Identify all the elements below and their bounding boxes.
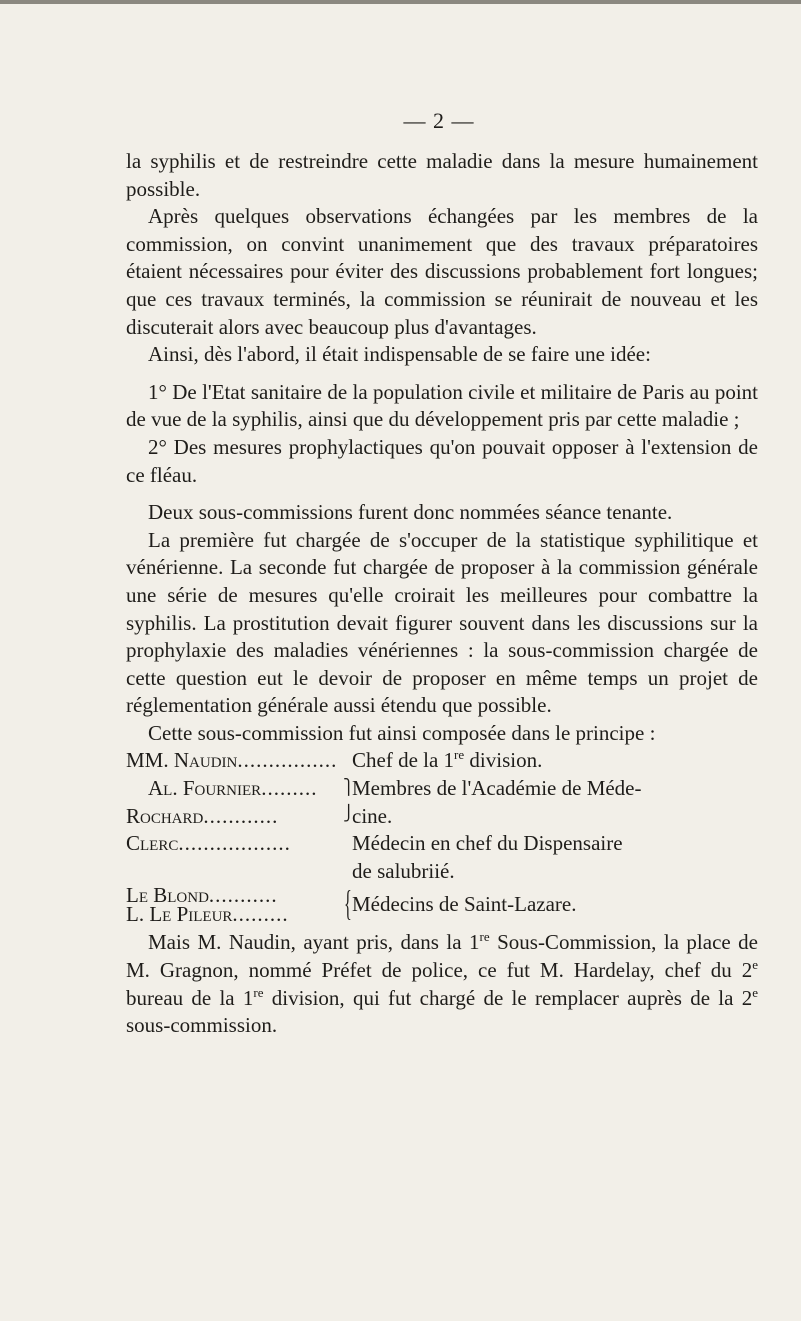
paragraph-6: Deux sous-commissions furent donc nommées séance tenante. [148, 500, 673, 525]
paragraph-8: Cette sous-commission fut ainsi composée dans le principe : [148, 720, 656, 745]
brace-icon: ⎫ [343, 780, 355, 797]
member-role-cont: de salubriié. [352, 858, 455, 883]
member-role: Médecin en chef du Dispensaire [352, 831, 623, 856]
brace-icon: { [344, 883, 352, 924]
member-name: Clerc [126, 831, 179, 856]
member-name: Al. Fournier [148, 776, 262, 801]
member-name: Naudin [173, 748, 238, 773]
paragraph-1: la syphilis et de restreindre cette maladie dans la mesure humainement possible. [126, 149, 758, 201]
member-list [126, 747, 758, 925]
paragraph-7: La première fut chargée de s'occuper de la statistique syphilitique et vénérienne. La seconde fut chargée de proposer à la commission générale une série de mesures qu'elle croirait les meilleures pour combattre la syphilis. La prostitution devait figurer souvent dans les discussions sur la prophylaxie des maladies vénériennes : la sous-commission chargée de cette question eut le devoir de proposer en même temps un projet de réglementation générale aussi étendu que possible. [126, 527, 758, 718]
member-name: Le Blond [126, 883, 209, 908]
paragraph-4: 1° De l'Etat sanitaire de la population civile et militaire de Paris au point de vue de la syphilis, ainsi que du développement pris par cette maladie ; [126, 379, 758, 432]
member-name: L. Le Pileur [126, 902, 233, 927]
page-body [126, 108, 758, 1040]
member-role: cine. [352, 803, 393, 828]
closing-paragraph: Mais M. Naudin, ayant pris, dans la 1re Sous-Commission, la place de M. Gragnon, nommé Préfet de police, ce fut M. Hardelay, chef du 2e bureau de la 1re division, qui fut chargé de le remplacer auprès de la 2e sous-commission. [126, 929, 758, 1038]
member-row-fournier: Al. Fournier......... ⎫ Membres de l'Académie de Méde- [126, 775, 758, 803]
member-role: Médecins de Saint-Lazare. [352, 892, 577, 917]
member-name: Rochard [126, 803, 204, 828]
member-role: Chef de la 1re division. [352, 747, 543, 773]
member-row-naudin: MM. Naudin................ Chef de la 1re division. [126, 747, 758, 775]
member-row-rochard: Rochard............ ⎭ cine. [126, 803, 758, 831]
paragraph-3: Ainsi, dès l'abord, il était indispensable de se faire une idée: [148, 342, 651, 367]
page-number: — 2 — [403, 108, 475, 133]
member-row-clerc-cont [126, 858, 758, 886]
top-rule [0, 0, 801, 4]
brace-icon: ⎭ [343, 805, 355, 822]
member-row-lazare: Le Blond........... L. Le Pileur......... { Médecins de Saint-Lazare. [126, 883, 577, 927]
paragraph-2: Après quelques observations échangées par les membres de la commission, on convint unanimement que des travaux préparatoires étaient nécessaires pour éviter des discussions probablement fort longues; que ces travaux terminés, la commission se réunirait de nouveau et les discuterait alors avec beaucoup plus d'avantages. [126, 204, 758, 339]
member-role: Membres de l'Académie de Méde- [352, 776, 642, 801]
paragraph-5: 2° Des mesures prophylactiques qu'on pouvait opposer à l'extension de ce fléau. [126, 434, 758, 487]
member-row-clerc: Clerc.................. Médecin en chef du Dispensaire [126, 830, 758, 858]
